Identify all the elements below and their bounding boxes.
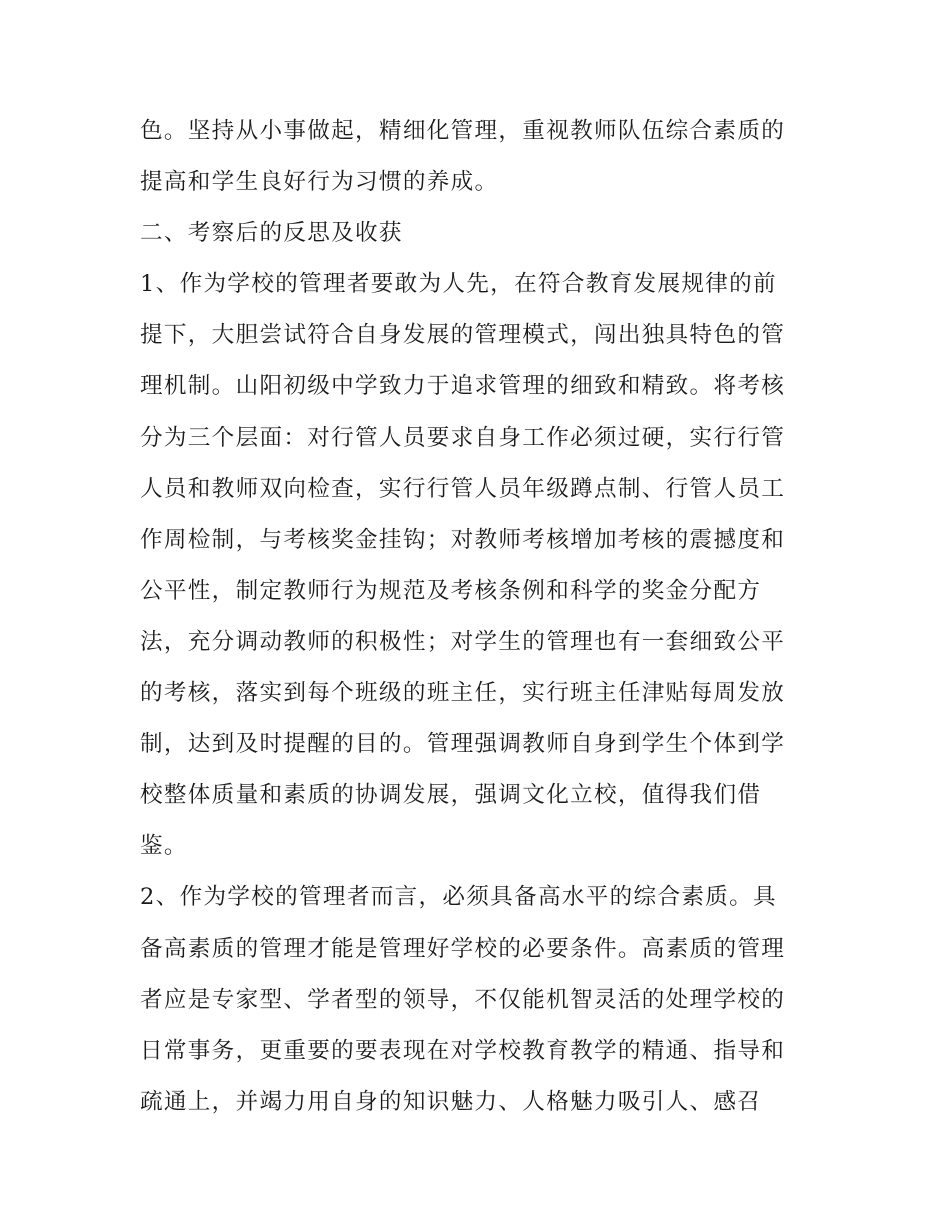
text-line: 提高和学生良好行为习惯的养成。 — [140, 169, 499, 196]
text-line: 备高素质的管理才能是管理好学校的必要条件。高素质的管理 — [140, 935, 786, 962]
text-line: 校整体质量和素质的协调发展，强调文化立校，值得我们借 — [140, 782, 762, 809]
text-line: 日常事务，更重要的要表现在对学校教育教学的精通、指导和 — [140, 1037, 786, 1064]
text-line: 分为三个层面：对行管人员要求自身工作必须过硬，实行行管 — [140, 424, 786, 451]
text-line: 色。坚持从小事做起，精细化管理，重视教师队伍综合素质的 — [140, 118, 786, 144]
text-line: 理机制。山阳初级中学致力于追求管理的细致和精致。将考核 — [140, 373, 786, 400]
text-line: 1、作为学校的管理者要敢为人先，在符合教育发展规律的前 — [140, 271, 777, 298]
text-line: 2、作为学校的管理者而言，必须具备高水平的综合素质。具 — [140, 884, 777, 911]
body-text — [140, 106, 820, 1128]
text-line: 者应是专家型、学者型的领导，不仅能机智灵活的处理学校的 — [140, 986, 786, 1013]
text-line: 的考核，落实到每个班级的班主任，实行班主任津贴每周发放 — [140, 680, 786, 707]
text-line: 作周检制，与考核奖金挂钩；对教师考核增加考核的震撼度和 — [140, 526, 786, 553]
section-heading: 二、考察后的反思及收获 — [140, 220, 403, 247]
text-line: 制，达到及时提醒的目的。管理强调教师自身到学生个体到学 — [140, 731, 786, 758]
text-line: 公平性，制定教师行为规范及考核条例和科学的奖金分配方 — [140, 577, 762, 604]
text-line: 人员和教师双向检查，实行行管人员年级蹲点制、行管人员工 — [140, 475, 786, 502]
text-line: 鉴。 — [140, 833, 188, 860]
text-line: 法，充分调动教师的积极性；对学生的管理也有一套细致公平 — [140, 628, 786, 655]
text-line: 疏通上，并竭力用自身的知识魅力、人格魅力吸引人、感召 — [140, 1088, 762, 1115]
text-line: 提下，大胆尝试符合自身发展的管理模式，闯出独具特色的管 — [140, 322, 786, 349]
